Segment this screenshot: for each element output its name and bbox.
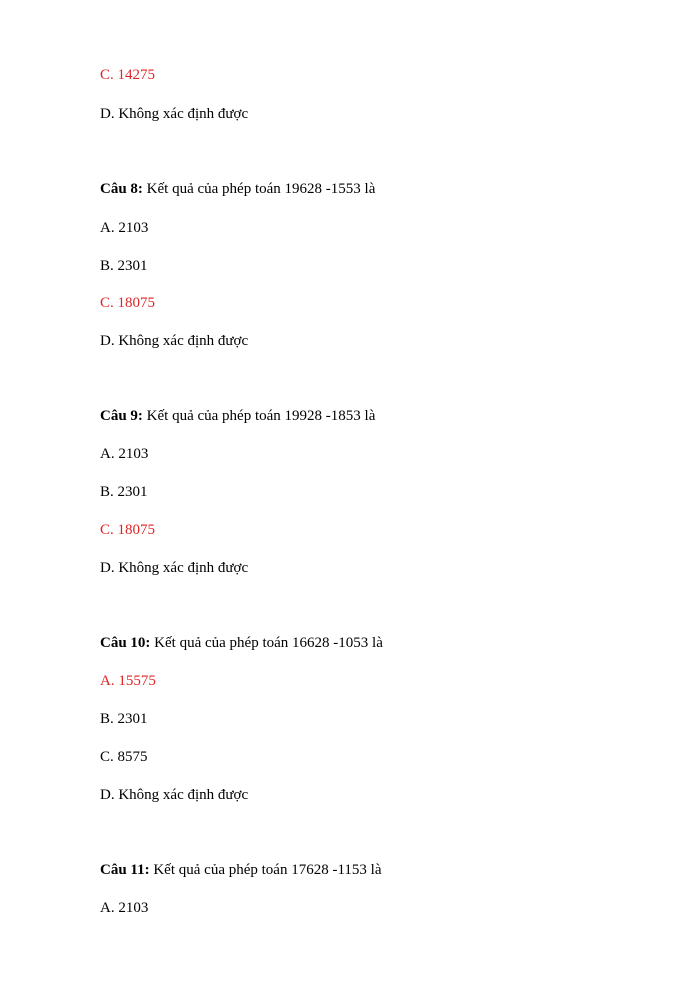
q9-option-a: A. 2103 (100, 446, 149, 462)
question-10-text: Kết quả của phép toán 16628 -1053 là (150, 635, 383, 651)
q8-option-b: B. 2301 (100, 258, 148, 274)
question-11 (100, 861, 381, 879)
q10-option-b: B. 2301 (100, 711, 148, 727)
question-10-label: Câu 10: (100, 635, 151, 651)
q9-option-b: B. 2301 (100, 484, 148, 500)
q8-option-a: A. 2103 (100, 220, 149, 236)
prev-option-d: D. Không xác định được (100, 106, 249, 122)
q8-option-d: D. Không xác định được (100, 333, 249, 349)
q8-option-c: C. 18075 (100, 295, 156, 311)
question-9 (100, 407, 375, 425)
q9-option-d: D. Không xác định được (100, 560, 249, 576)
question-11-label: Câu 11: (100, 862, 150, 878)
question-10 (100, 634, 383, 652)
q11-option-a: A. 2103 (100, 900, 149, 916)
q10-option-d: D. Không xác định được (100, 787, 249, 803)
question-9-text: Kết quả của phép toán 19928 -1853 là (142, 408, 376, 424)
question-8-text: Kết quả của phép toán 19628 -1553 là (142, 181, 376, 197)
question-8-label: Câu 8: (100, 181, 143, 197)
prev-option-c: C. 14275 (100, 67, 156, 83)
q10-option-c: C. 8575 (100, 749, 148, 765)
question-8 (100, 180, 375, 198)
q9-option-c: C. 18075 (100, 522, 156, 538)
question-11-text: Kết quả của phép toán 17628 -1153 là (149, 862, 382, 878)
q10-option-a: A. 15575 (100, 673, 156, 689)
question-9-label: Câu 9: (100, 408, 143, 424)
